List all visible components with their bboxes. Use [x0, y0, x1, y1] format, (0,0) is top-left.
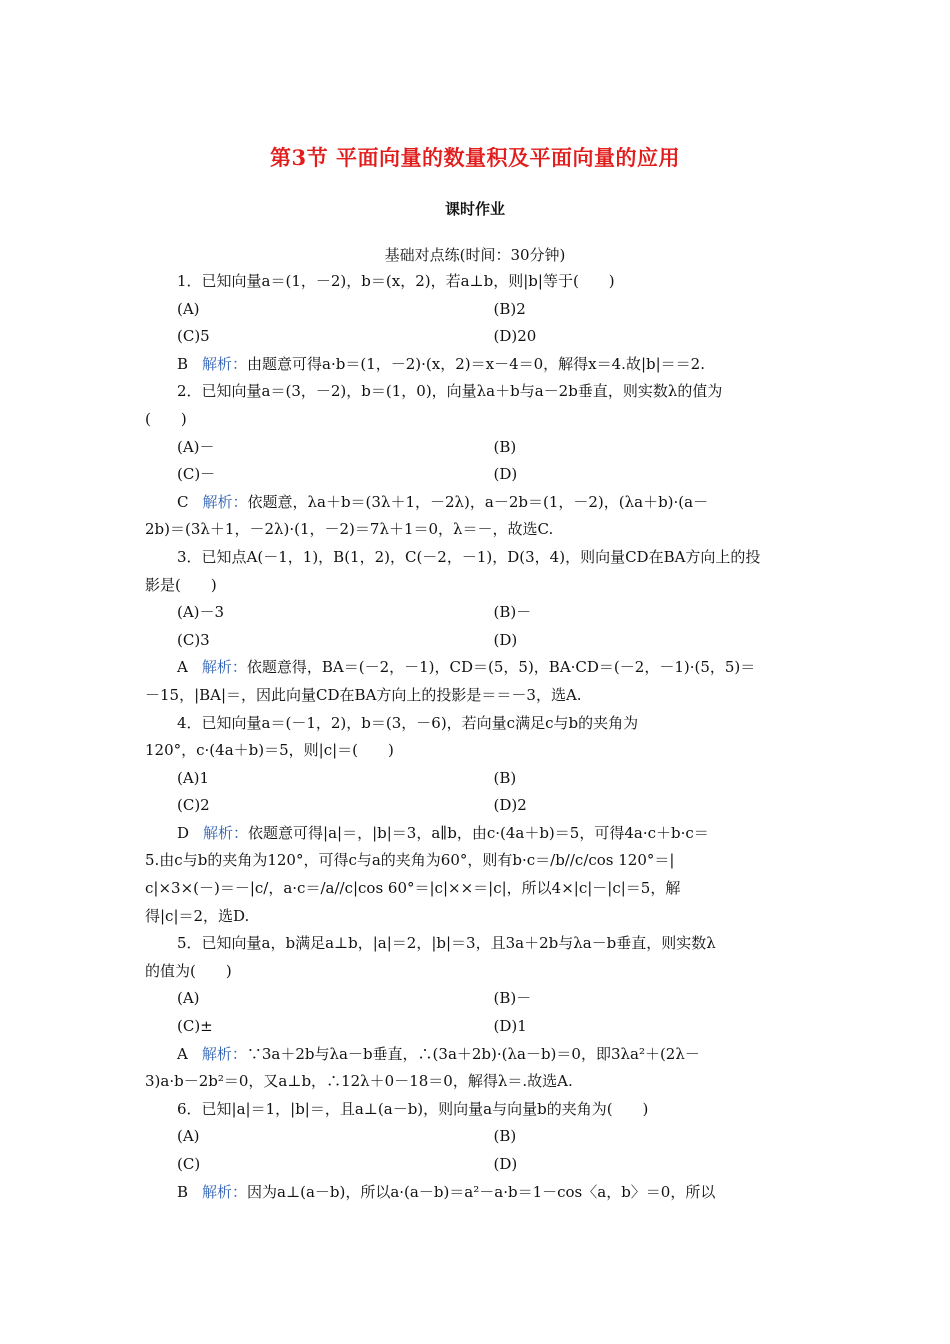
analysis-text-cont: －15，|BA|＝，因此向量CD在BA方向上的投影是＝＝－3，选A.: [145, 685, 582, 704]
option-c: (C)3: [177, 630, 210, 649]
option-c: (C)±: [177, 1017, 213, 1036]
question-5: [145, 930, 810, 1096]
questions-body: [145, 268, 810, 1206]
analysis-line: [145, 654, 810, 682]
question-stem-cont: 影是( ): [145, 575, 217, 594]
question-stem: 2．已知向量a＝(3，－2)，b＝(1，0)，向量λa＋b与a－2b垂直，则实数λ的值为: [177, 382, 723, 401]
options-row: [145, 461, 810, 489]
option-a: (A): [177, 299, 200, 318]
page-title: 第3节 平面向量的数量积及平面向量的应用: [270, 145, 680, 170]
options-row: [145, 765, 810, 793]
options-row: [145, 1151, 810, 1179]
analysis-text-cont: 2b)＝(3λ＋1，－2λ)·(1，－2)＝7λ＋1＝0，λ＝－，故选C.: [145, 520, 554, 539]
option-c: (C)2: [177, 796, 210, 815]
option-b: (B)2: [493, 299, 526, 318]
question-stem: 1．已知向量a＝(1，－2)，b＝(x，2)，若a⊥b，则|b|等于( ): [177, 272, 615, 290]
analysis-label: 解析：: [201, 658, 247, 677]
options-row: [145, 296, 810, 324]
question-stem: 5．已知向量a，b满足a⊥b，|a|＝2，|b|＝3，且3a＋2b与λa－b垂直，则实数λ: [177, 934, 716, 953]
analysis-text: 由题意可得a·b＝(1，－2)·(x，2)＝x－4＝0，解得x＝4.故|b|＝＝2.: [247, 354, 705, 373]
options-row: [145, 1013, 810, 1041]
option-d: (D)2: [493, 796, 527, 815]
question-stem: 6．已知|a|＝1，|b|＝，且a⊥(a－b)，则向量a与向量b的夹角为( ): [177, 1099, 649, 1118]
answer-letter: B: [177, 354, 189, 373]
question-3: [145, 544, 810, 710]
option-c: (C)5: [177, 327, 210, 346]
answer-letter: A: [177, 1044, 188, 1063]
analysis-text: 依题意可得|a|＝，|b|＝3，a∥b，由c·(4a＋b)＝5，可得4a·c＋b·c＝: [248, 823, 709, 842]
analysis-text: ∵3a＋2b与λa－b垂直，∴(3a＋2b)·(λa－b)＝0，即3λa²＋(2λ－: [246, 1044, 700, 1063]
question-stem-cont: ( ): [145, 409, 187, 428]
analysis-label: 解析：: [202, 354, 248, 373]
option-c: (C)－: [177, 465, 216, 484]
question-stem: 3．已知点A(－1，1)，B(1，2)，C(－2，－1)，D(3，4)，则向量CD在BA方向上的投: [177, 547, 761, 566]
question-stem-cont: 的值为( ): [145, 961, 232, 980]
question-2: [145, 378, 810, 544]
question-1: [145, 268, 810, 378]
answer-letter: D: [177, 823, 190, 842]
option-c: (C): [177, 1155, 201, 1173]
analysis-line: [145, 351, 810, 379]
analysis-text: 因为a⊥(a－b)，所以a·(a－b)＝a²－a·b＝1－cos〈a，b〉＝0，所以: [247, 1182, 716, 1201]
options-row: [145, 985, 810, 1013]
options-row: [145, 434, 810, 462]
option-d: (D): [493, 465, 518, 484]
analysis-label: 解析：: [202, 1182, 248, 1201]
option-a: (A): [177, 989, 200, 1008]
analysis-label: 解析：: [203, 823, 249, 842]
option-b: (B)－: [493, 603, 532, 622]
analysis-line: [145, 820, 810, 848]
options-row: [145, 323, 810, 351]
answer-letter: C: [177, 492, 189, 511]
option-a: (A)1: [177, 768, 210, 787]
analysis-line: [145, 489, 810, 517]
analysis-text-cont: 得|c|＝2，选D.: [145, 906, 250, 925]
options-row: [145, 627, 810, 655]
option-d: (D)1: [493, 1017, 527, 1036]
answer-letter: B: [177, 1182, 189, 1201]
option-d: (D)20: [493, 327, 537, 346]
analysis-line: [145, 1041, 810, 1069]
option-d: (D): [493, 630, 518, 649]
option-b: (B)－: [493, 989, 532, 1008]
answer-letter: A: [177, 658, 188, 677]
analysis-line: [145, 1179, 810, 1207]
question-stem-cont: 120°，c·(4a＋b)＝5，则|c|＝( ): [145, 741, 394, 760]
analysis-text-cont: 5.由c与b的夹角为120°，可得c与a的夹角为60°，则有b·c＝/b//c/cos 120°＝|: [145, 851, 675, 870]
option-a: (A): [177, 1127, 200, 1146]
question-4: [145, 710, 810, 931]
options-row: [145, 1123, 810, 1151]
options-row: [145, 599, 810, 627]
page-subtitle: 课时作业: [444, 200, 505, 218]
option-b: (B): [493, 437, 517, 456]
analysis-text-cont: c|×3×(－)＝－|c/，a·c＝/a//c|cos 60°＝|c|××＝|c|，所以4×|c|－|c|＝5，解: [145, 879, 681, 898]
option-b: (B): [493, 1127, 517, 1146]
option-d: (D): [493, 1155, 518, 1173]
question-stem: 4．已知向量a＝(－1，2)，b＝(3，－6)，若向量c满足c与b的夹角为: [177, 713, 639, 732]
analysis-text: 依题意，λa＋b＝(3λ＋1，－2λ)，a－2b＝(1，－2)，(λa＋b)·(a－: [247, 492, 709, 511]
analysis-label: 解析：: [201, 1044, 247, 1063]
options-row: [145, 792, 810, 820]
analysis-text: 依题意得，BA＝(－2，－1)，CD＝(5，5)，BA·CD＝(－2，－1)·(5，5)＝: [246, 658, 756, 677]
option-b: (B): [493, 768, 517, 787]
analysis-text-cont: 3)a·b－2b²＝0，又a⊥b，∴12λ＋0－18＝0，解得λ＝.故选A.: [145, 1072, 573, 1091]
option-a: (A)－3: [177, 603, 225, 622]
option-a: (A)－: [177, 437, 215, 456]
question-6: [145, 1096, 810, 1206]
section-heading: 基础对点练(时间：30分钟): [384, 246, 566, 264]
analysis-label: 解析：: [202, 492, 248, 511]
